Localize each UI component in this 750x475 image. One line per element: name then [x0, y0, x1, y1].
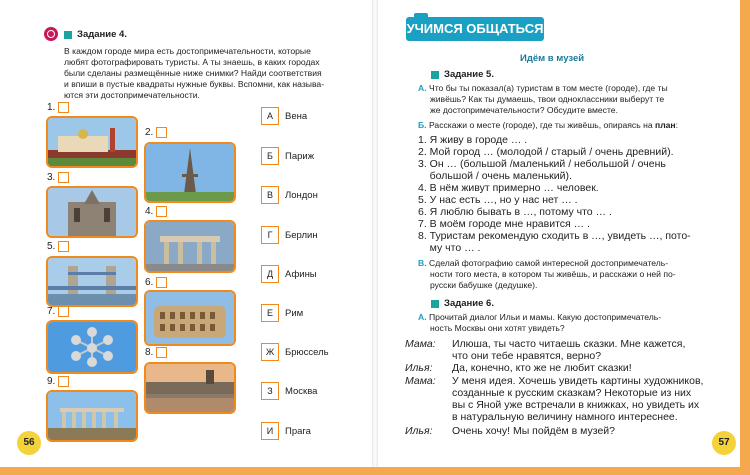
photo-6-label: 6. — [145, 277, 167, 288]
photo-towerbridge-image — [46, 256, 138, 307]
dialogue-speaker: Мама: — [405, 338, 436, 350]
answer-box-6[interactable] — [156, 277, 167, 288]
task6-heading — [431, 298, 494, 309]
answer-box-2[interactable] — [156, 127, 167, 138]
city-item-e — [261, 304, 303, 322]
city-name: Лондон — [285, 189, 318, 201]
dialogue-line: Очень хочу! Мы пойдём в музей? — [452, 425, 615, 437]
answer-box-1[interactable] — [58, 102, 69, 113]
task5-title: Задание 5. — [444, 69, 494, 80]
city-item-z — [261, 382, 317, 400]
plan-item: 4. В нём живут примерно … человек. — [418, 182, 599, 194]
book-spine — [372, 0, 378, 475]
task5-b: Б. Расскажи о месте (городе), где ты живёшь, опираясь на план: — [418, 120, 679, 130]
photo-parthenon-image — [46, 390, 138, 442]
section-subtitle: Идём в музей — [520, 53, 585, 64]
answer-box-4[interactable] — [156, 206, 167, 217]
city-item-v — [261, 186, 318, 204]
plan-item: 3. Он … (большой /маленький / небольшой / очень — [418, 158, 666, 170]
photo-9-label: 9. — [47, 376, 69, 387]
answer-box-9[interactable] — [58, 376, 69, 387]
task4-intro: В каждом городе мира есть достопримечательности, которые любят фотографировать туристы. А ты знаешь, в каких городах были сделаны размещённые ниже снимки? Найди соответствия и впиши в пустые квадраты нужные буквы. Вспомни, как называ- ются эти достопримечательности. — [64, 46, 325, 100]
task4-heading — [64, 29, 127, 40]
answer-box-5[interactable] — [58, 241, 69, 252]
photo-5-label: 5. — [47, 241, 69, 252]
photo-brandenburg-image — [144, 220, 236, 273]
city-item-g — [261, 226, 318, 244]
square-bullet-icon — [431, 71, 439, 79]
city-letter: И — [261, 422, 279, 440]
task5-v: В. Сделай фотографию самой интересной достопримечатель- ности того места, в котором ты живёшь, и расскажи о ней по- русски бабушке (дедушке). — [418, 258, 676, 290]
plan-item: 1. Я живу в городе … . — [418, 134, 528, 146]
city-item-i — [261, 422, 311, 440]
square-bullet-icon — [431, 300, 439, 308]
photo-2-label: 2. — [145, 127, 167, 138]
task6-a: А. Прочитай диалог Ильи и мамы. Какую достопримечатель- ность Москвы они хотят увидеть? — [418, 312, 662, 333]
city-item-a — [261, 107, 307, 125]
city-letter: З — [261, 382, 279, 400]
photo-eiffel-image — [144, 142, 236, 203]
city-letter: Д — [261, 265, 279, 283]
bottom-edge — [0, 467, 750, 475]
globe-icon — [44, 27, 58, 41]
photo-prague-image — [144, 362, 236, 414]
answer-box-8[interactable] — [156, 347, 167, 358]
city-name: Рим — [285, 307, 304, 319]
city-item-d — [261, 265, 317, 283]
photo-cathedral-image — [46, 186, 138, 238]
city-name: Берлин — [285, 229, 318, 241]
dialogue-speaker: Илья: — [405, 362, 433, 374]
photo-3-label: 3. — [47, 172, 69, 183]
task5-heading — [431, 69, 494, 80]
plan-item: му что … . — [418, 242, 481, 254]
task4-title: Задание 4. — [77, 29, 127, 40]
task5-a: А. Что бы ты показал(а) туристам в том месте (городе), где ты живёшь? Как ты думаешь, твои одноклассники выберут те же достопримечательности? Обсудите вместе. — [418, 83, 668, 115]
photo-colosseum-image — [144, 290, 236, 346]
photo-kremlin-image — [46, 116, 138, 168]
photo-4-label: 4. — [145, 206, 167, 217]
plan-item: 5. У нас есть …, но у нас нет … . — [418, 194, 578, 206]
city-name: Москва — [285, 385, 318, 397]
right-edge — [740, 0, 750, 475]
city-name: Брюссель — [285, 346, 329, 358]
dialogue-line: У меня идея. Хочешь увидеть картины художников, созданные к русским сказкам? Некоторые из них вы с Яной уже встречали в книжках, но увидеть их в натуральную величину намного интереснее. — [452, 375, 704, 423]
dialogue-line: Илюша, ты часто читаешь сказки. Мне кажется, что они тебе нравятся, верно? — [452, 338, 686, 362]
city-letter: Ж — [261, 343, 279, 361]
answer-box-7[interactable] — [58, 306, 69, 317]
city-item-zh — [261, 343, 329, 361]
plan-item: 7. В моём городе мне нравится … . — [418, 218, 590, 230]
plan-item: большой / очень маленький). — [418, 170, 572, 182]
plan-item: 2. Мой город … (молодой / старый / очень древний). — [418, 146, 674, 158]
city-letter: А — [261, 107, 279, 125]
dialogue-speaker: Илья: — [405, 425, 433, 437]
city-letter: Е — [261, 304, 279, 322]
photo-1-label: 1. — [47, 102, 69, 113]
photo-8-label: 8. — [145, 347, 167, 358]
page-number-left: 56 — [17, 431, 41, 455]
city-name: Париж — [285, 150, 315, 162]
city-name: Прага — [285, 425, 311, 437]
plan-item: 6. Я люблю бывать в …, потому что … . — [418, 206, 612, 218]
city-item-b — [261, 147, 314, 165]
city-name: Афины — [285, 268, 317, 280]
page-number-right: 57 — [712, 431, 736, 455]
city-name: Вена — [285, 110, 308, 122]
photo-7-label: 7. — [47, 306, 69, 317]
city-letter: Г — [261, 226, 279, 244]
answer-box-3[interactable] — [58, 172, 69, 183]
plan-item: 8. Туристам рекомендую сходить в …, увидеть …, пото- — [418, 230, 691, 242]
dialogue-line: Да, конечно, кто же не любит сказки! — [452, 362, 632, 374]
section-banner: УЧИМСЯ ОБЩАТЬСЯ — [406, 17, 544, 41]
square-bullet-icon — [64, 31, 72, 39]
task6-title: Задание 6. — [444, 298, 494, 309]
dialogue-speaker: Мама: — [405, 375, 436, 387]
photo-atomium-image — [46, 320, 138, 374]
city-letter: В — [261, 186, 279, 204]
city-letter: Б — [261, 147, 279, 165]
